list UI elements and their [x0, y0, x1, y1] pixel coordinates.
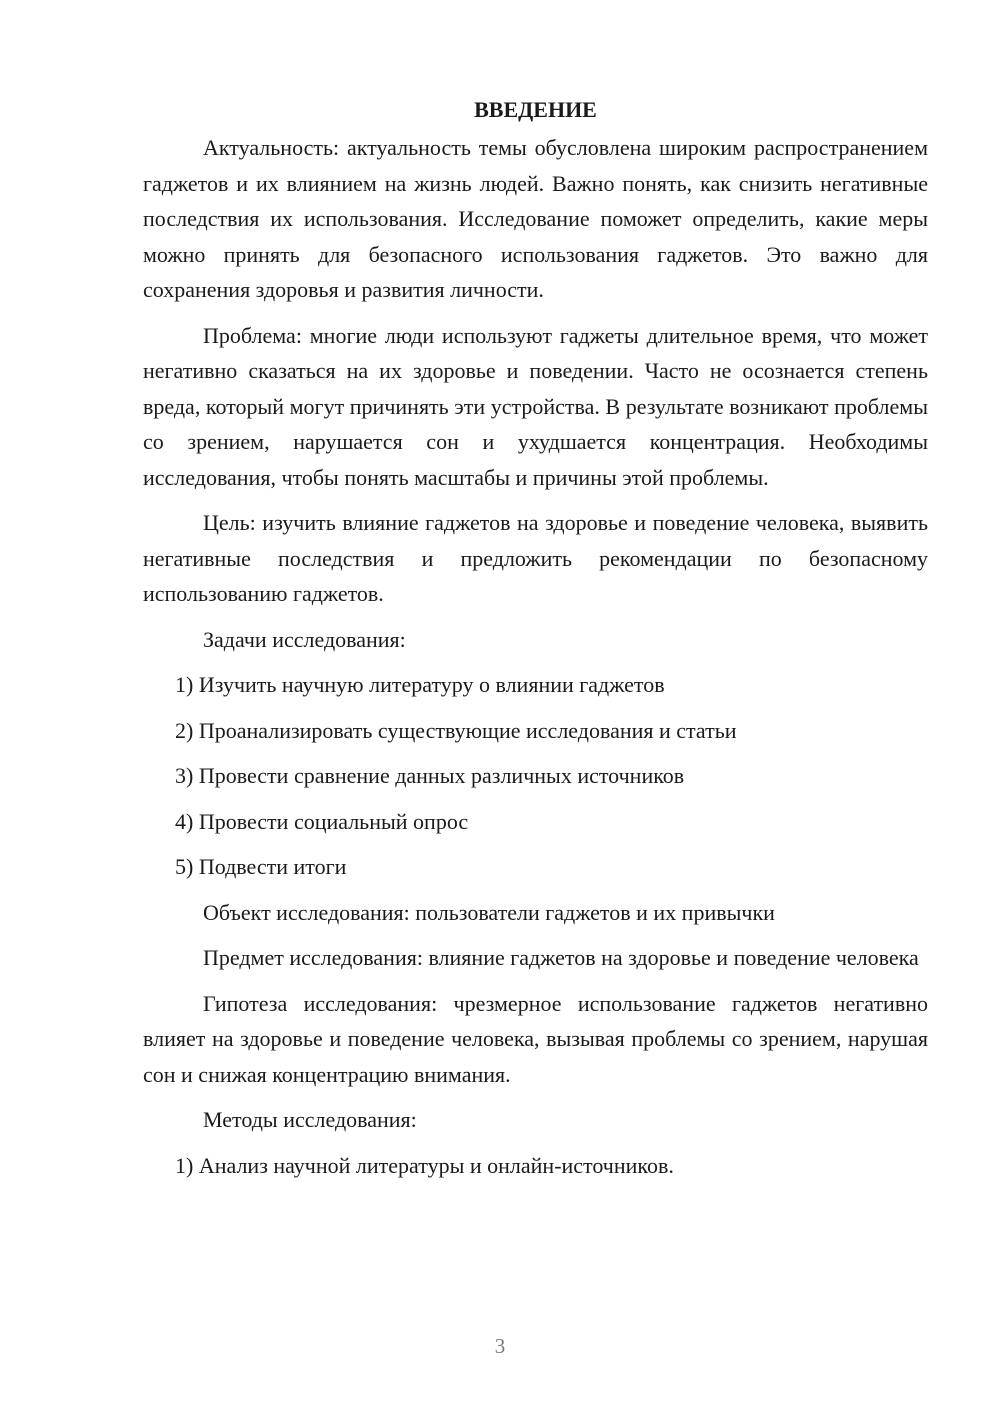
methods-label: Методы исследования: [203, 1107, 417, 1132]
tasks-label: Задачи исследования: [203, 626, 406, 652]
page-title: ВВЕДЕНИЕ [474, 97, 597, 122]
hypothesis-paragraph: Гипотеза исследования: чрезмерное использование гаджетов негативно влияет на здоровье и поведение человека, вызывая проблемы со зрением, нарушая сон и снижая концентрацию внимания. [143, 990, 928, 1087]
list-item: 1) Изучить научную литературу о влиянии гаджетов [175, 672, 665, 697]
tasks-list [143, 667, 928, 885]
problem-paragraph: Проблема: многие люди используют гаджеты длительное время, что может негативно сказаться на их здоровье и поведении. Часто не осознается степень вреда, который могут причинять эти устройства. В результате возникают проблемы со зрением, нарушается сон и ухудшается концентрация. Необходимы исследования, чтобы понять масштабы и причины этой проблемы. [143, 322, 928, 490]
list-item: 3) Провести сравнение данных различных источников [175, 763, 685, 788]
methods-list [143, 1148, 928, 1184]
list-item: 1) Анализ научной литературы и онлайн-источников. [175, 1152, 674, 1178]
goal-paragraph: Цель: изучить влияние гаджетов на здоровье и поведение человека, выявить негативные последствия и предложить рекомендации по безопасному использованию гаджетов. [143, 510, 928, 606]
document-page [143, 92, 928, 1193]
list-item: 5) Подвести итоги [175, 854, 347, 879]
list-item: 2) Проанализировать существующие исследования и статьи [175, 717, 737, 743]
page-number: 3 [494, 1334, 506, 1358]
subject-paragraph: Предмет исследования: влияние гаджетов на здоровье и поведение человека [203, 945, 919, 970]
list-item: 4) Провести социальный опрос [175, 808, 469, 834]
object-paragraph: Объект исследования: пользователи гаджетов и их привычки [203, 899, 775, 925]
relevance-paragraph: Актуальность: актуальность темы обусловлена широким распространением гаджетов и их влиянием на жизнь людей. Важно понять, как снизить негативные последствия их использования. Исследование поможет определить, какие меры можно принять для безопасного использования гаджетов. Это важно для сохранения здоровья и развития личности. [143, 135, 928, 302]
